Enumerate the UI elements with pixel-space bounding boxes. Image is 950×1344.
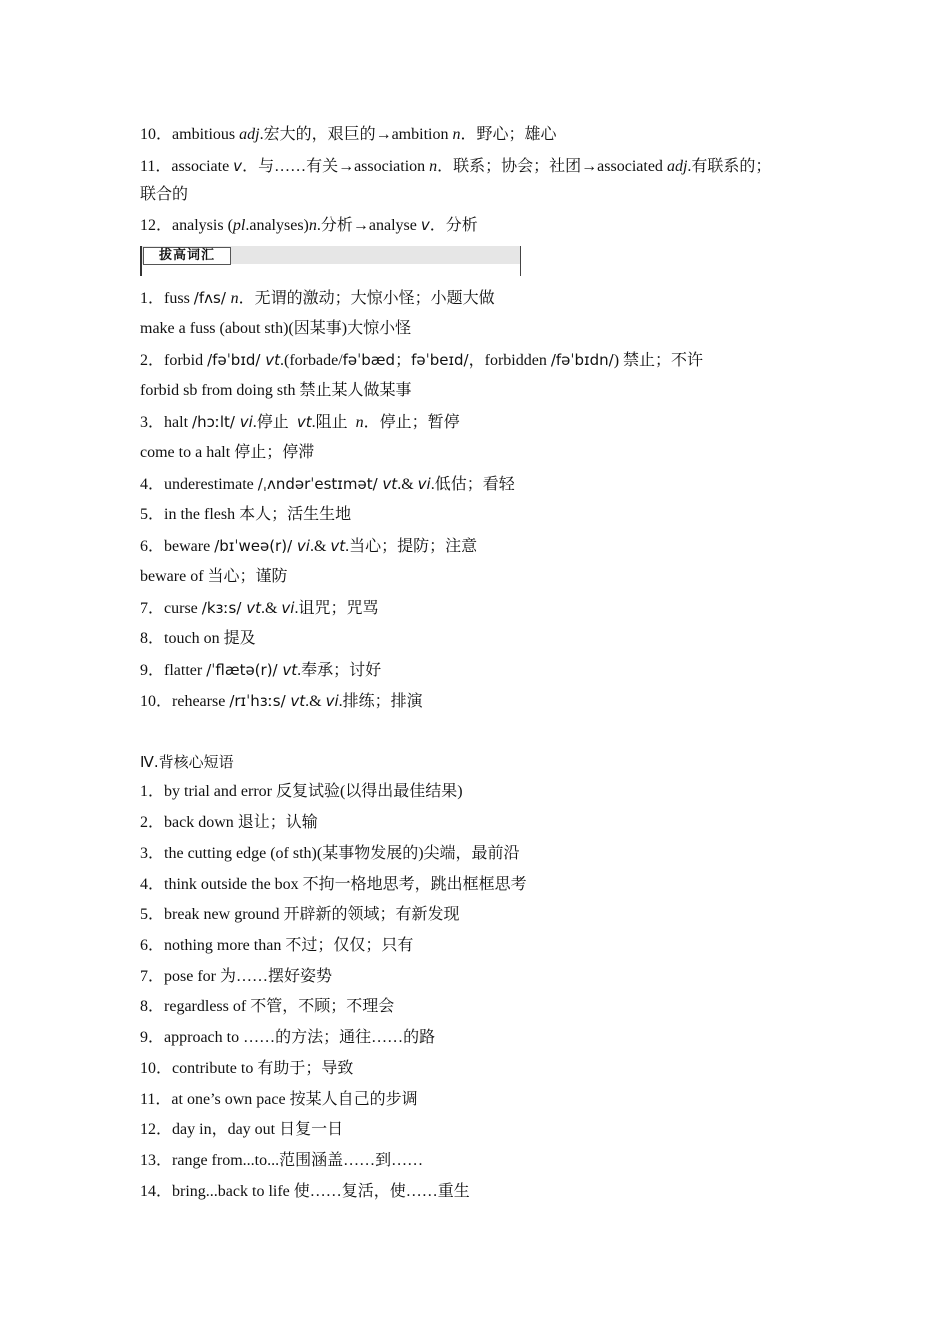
item-number: 12． xyxy=(140,217,173,234)
phonetic: /hɔːlt/ xyxy=(192,413,240,431)
advanced-item-8: 8．touch on 提及 xyxy=(140,630,256,647)
section-heading: Ⅳ.背核心短语 xyxy=(140,753,234,771)
advanced-item-9: 9．flatter /ˈflætə(r)/ vt.奉承；讨好 xyxy=(140,661,382,679)
phonetic: /bɪˈweə(r)/ xyxy=(214,537,297,555)
advanced-item-10: 10．rehearse /rɪˈhɜːs/ vt.& vi.排练；排演 xyxy=(140,692,423,710)
phrase-item: 1．by trial and error 反复试验(以得出最佳结果) xyxy=(140,783,463,800)
phrase-item: 6．nothing more than 不过；仅仅；只有 xyxy=(140,937,414,954)
section-banner xyxy=(140,246,521,276)
advanced-item-7: 7．curse /kɜːs/ vt.& vi.诅咒；咒骂 xyxy=(140,599,379,617)
phonetic: /kɜːs/ xyxy=(201,599,247,617)
advanced-item-2-phrase: forbid sb from doing sth 禁止某人做某事 xyxy=(140,382,412,399)
advanced-item-5: 5．in the flesh 本人；活生生地 xyxy=(140,506,352,523)
phonetic: /fəˈbɪd/ xyxy=(207,351,266,369)
phrase-item: 10．contribute to 有助于；导致 xyxy=(140,1060,354,1077)
phonetic: /ˈflætə(r)/ xyxy=(206,661,283,679)
advanced-item-6-phrase: beware of 当心；谨防 xyxy=(140,568,288,585)
advanced-item-4: 4．underestimate /ˌʌndərˈestɪmət/ vt.& vi.低估；看轻 xyxy=(140,475,515,493)
phonetic: /fʌs/ xyxy=(193,289,231,307)
phrase-item: 9．approach to ……的方法；通往……的路 xyxy=(140,1029,436,1046)
phonetic: /ˌʌndərˈestɪmət/ xyxy=(257,475,383,493)
advanced-item-3: 3．halt /hɔːlt/ vi.停止 vt.阻止 n．停止；暂停 xyxy=(140,413,460,431)
advanced-item-1-phrase: make a fuss (about sth)(因某事)大惊小怪 xyxy=(140,320,412,337)
item-number: 10． xyxy=(140,126,173,143)
banner-rule xyxy=(140,246,142,276)
word-item-12: 12．analysis (pl.analyses)n.分析→analyse v．分析 xyxy=(140,216,478,234)
word-item-11: 11．associate v．与……有关→association n．联系；协会；社团→associated adj.有联系的； xyxy=(140,157,772,175)
advanced-item-6: 6．beware /bɪˈweə(r)/ vi.& vt.当心；提防；注意 xyxy=(140,537,478,555)
phrase-item: 4．think outside the box 不拘一格地思考，跳出框框思考 xyxy=(140,876,527,893)
phrase-item: 11．at one’s own pace 按某人自己的步调 xyxy=(140,1091,418,1108)
phrase-item: 8．regardless of 不管，不顾；不理会 xyxy=(140,998,395,1015)
word-item-11-continuation: 联合的 xyxy=(140,186,189,203)
phrase-item: 5．break new ground 开辟新的领域；有新发现 xyxy=(140,906,460,923)
phrase-item: 2．back down 退让；认输 xyxy=(140,814,318,831)
advanced-item-1: 1．fuss /fʌs/ n．无谓的激动；大惊小怪；小题大做 xyxy=(140,289,495,307)
phrase-item: 7．pose for 为……摆好姿势 xyxy=(140,968,333,985)
word-item-10: 10．ambitious adj.宏大的，艰巨的→ambition n．野心；雄心 xyxy=(140,126,557,143)
item-number: 11． xyxy=(140,158,172,175)
advanced-item-2: 2．forbid /fəˈbɪd/ vt.(forbade/fəˈbæd；fəˈbeɪd/，forbidden /fəˈbɪdn/) 禁止；不许 xyxy=(140,351,704,369)
phonetic: /rɪˈhɜːs/ xyxy=(229,692,291,710)
banner-label: 拔高词汇 xyxy=(143,247,231,265)
advanced-item-3-phrase: come to a halt 停止；停滞 xyxy=(140,444,315,461)
phrase-item: 13．range from...to...范围涵盖……到…… xyxy=(140,1152,424,1169)
phrase-item: 3．the cutting edge (of sth)(某事物发展的)尖端，最前沿 xyxy=(140,845,520,862)
phrase-item: 12．day in，day out 日复一日 xyxy=(140,1121,344,1138)
phrase-item: 14．bring...back to life 使……复活，使……重生 xyxy=(140,1183,470,1200)
